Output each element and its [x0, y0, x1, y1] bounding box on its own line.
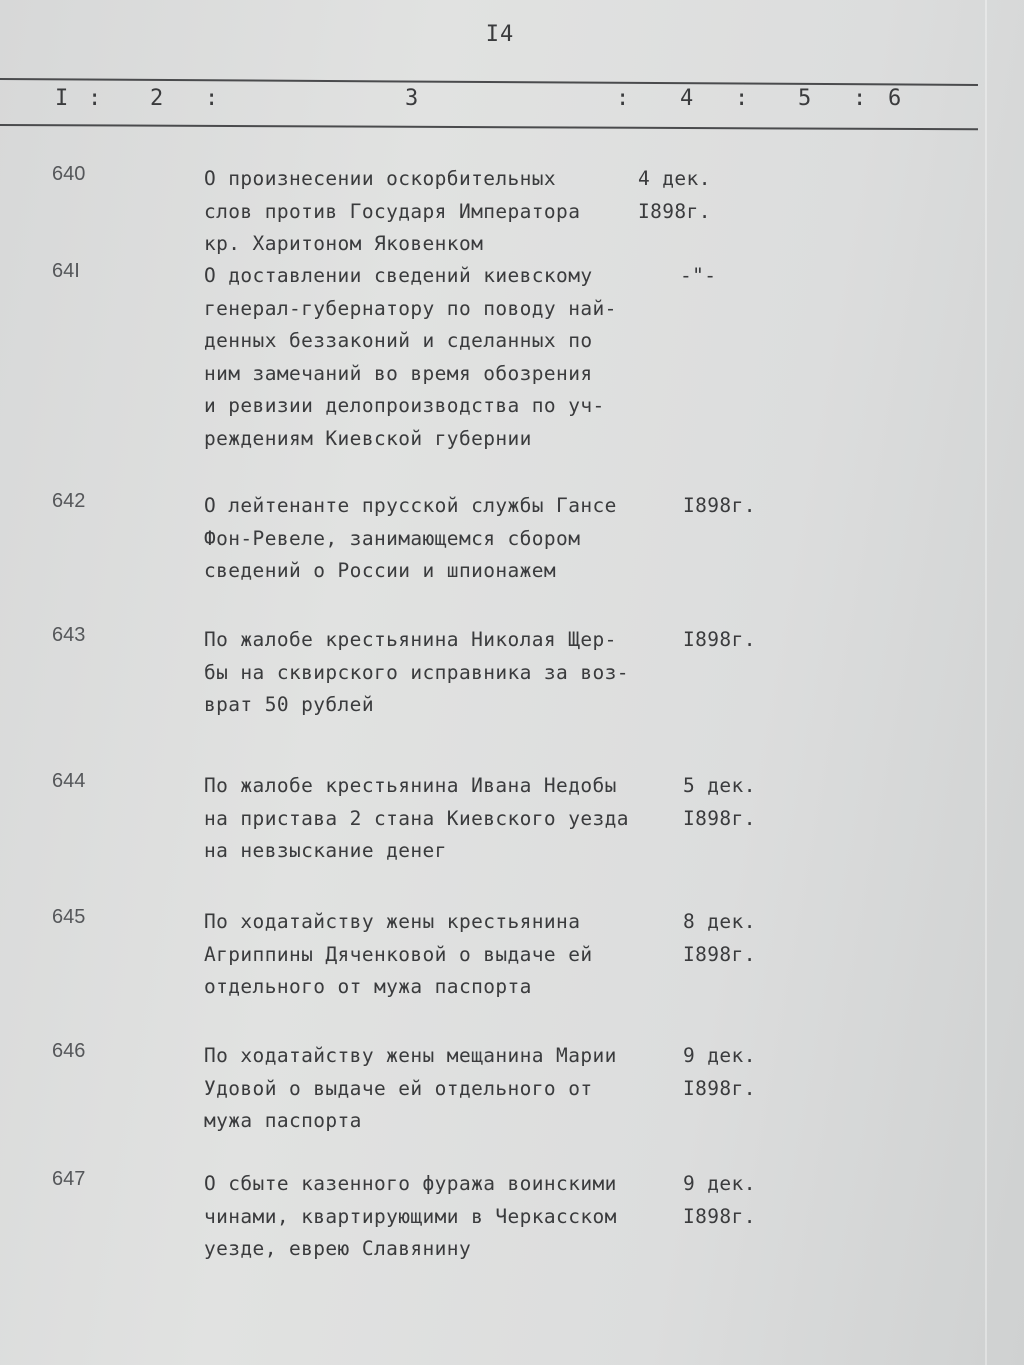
- record-title: [204, 906, 674, 1004]
- title-line: По ходатайству жены мещанина Марии: [204, 1044, 617, 1067]
- date-line: I898г.: [683, 494, 756, 517]
- column-header-6: 6: [888, 86, 902, 111]
- title-line: Удовой о выдаче ей отдельного от: [204, 1076, 593, 1100]
- title-line: реждениям Киевской губернии: [204, 426, 532, 450]
- column-header-2: 2: [150, 86, 164, 111]
- record-number: 645: [52, 906, 86, 928]
- date-line: 9 дек.: [683, 1044, 756, 1067]
- record-date: [683, 906, 813, 971]
- date-line: I898г.: [683, 1204, 756, 1228]
- title-line: генерал-губернатору по поводу най-: [204, 296, 617, 320]
- column-separator: :: [616, 86, 630, 111]
- record-date: [683, 770, 813, 835]
- title-line: О сбыте казенного фуража воинскими: [204, 1172, 617, 1195]
- date-line: I898г.: [638, 199, 711, 223]
- record-title: [204, 260, 674, 455]
- record-date: [683, 490, 813, 523]
- date-line: 5 дек.: [683, 774, 756, 797]
- title-line: мужа паспорта: [204, 1109, 362, 1132]
- date-line: I898г.: [683, 628, 756, 651]
- title-line: кр. Харитоном Яковенком: [204, 232, 484, 255]
- record-date: [638, 163, 768, 228]
- title-line: уезде, еврею Славянину: [204, 1237, 472, 1260]
- title-line: О лейтенанте прусской службы Гансе: [204, 494, 617, 517]
- date-line: 4 дек.: [638, 167, 711, 190]
- title-line: ним замечаний во время обозрения: [204, 361, 593, 385]
- column-separator: :: [735, 86, 749, 111]
- column-header-1: I: [55, 86, 69, 111]
- record-date: [683, 1040, 813, 1105]
- title-line: чинами, квартирующими в Черкасском: [204, 1204, 617, 1228]
- title-line: слов против Государя Императора: [204, 199, 581, 223]
- record-title: [204, 770, 674, 868]
- title-line: денных беззаконий и сделанных по: [204, 329, 593, 352]
- title-line: отдельного от мужа паспорта: [204, 975, 532, 998]
- title-line: и ревизии делопроизводства по уч-: [204, 394, 605, 417]
- column-header-5: 5: [798, 86, 812, 111]
- column-header-4: 4: [680, 86, 694, 111]
- column-separator: :: [88, 86, 102, 111]
- date-line: 8 дек.: [683, 910, 756, 933]
- record-number: 642: [52, 490, 86, 512]
- title-line: на невзыскание денег: [204, 839, 447, 862]
- title-line: врат 50 рублей: [204, 693, 374, 716]
- record-date: [683, 1168, 813, 1233]
- header-top-rule: [0, 78, 978, 86]
- column-header-3: 3: [405, 86, 419, 111]
- title-line: сведений о России и шпионажем: [204, 559, 557, 582]
- column-separator: :: [853, 86, 867, 111]
- record-number: 647: [52, 1168, 86, 1190]
- record-title: [204, 490, 674, 588]
- record-date: [683, 624, 813, 657]
- date-line: I898г.: [683, 942, 756, 966]
- title-line: По ходатайству жены крестьянина: [204, 910, 581, 933]
- title-line: О доставлении сведений киевскому: [204, 264, 593, 287]
- record-title: [204, 1040, 674, 1138]
- record-date: [680, 260, 810, 293]
- page-number: I4: [485, 22, 515, 47]
- record-title: [204, 1168, 674, 1266]
- record-number: 643: [52, 624, 86, 646]
- date-line: I898г.: [683, 1076, 756, 1100]
- record-title: [204, 624, 674, 722]
- title-line: бы на сквирского исправника за воз-: [204, 660, 629, 684]
- record-title: [204, 163, 674, 261]
- date-line: -"-: [680, 264, 717, 287]
- record-number: 646: [52, 1040, 86, 1062]
- record-number: 640: [52, 163, 86, 185]
- title-line: Фон-Ревеле, занимающемся сбором: [204, 526, 581, 550]
- title-line: О произнесении оскорбительных: [204, 167, 557, 190]
- date-line: 9 дек.: [683, 1172, 756, 1195]
- column-separator: :: [205, 86, 219, 111]
- title-line: Агриппины Дяченковой о выдаче ей: [204, 942, 593, 966]
- title-line: на пристава 2 стана Киевского уезда: [204, 806, 629, 830]
- record-number: 64I: [52, 260, 80, 282]
- header-bottom-rule: [0, 124, 978, 130]
- record-number: 644: [52, 770, 86, 792]
- title-line: По жалобе крестьянина Ивана Недобы: [204, 774, 617, 797]
- paper-fold: [985, 0, 987, 1365]
- date-line: I898г.: [683, 806, 756, 830]
- title-line: По жалобе крестьянина Николая Щер-: [204, 628, 617, 651]
